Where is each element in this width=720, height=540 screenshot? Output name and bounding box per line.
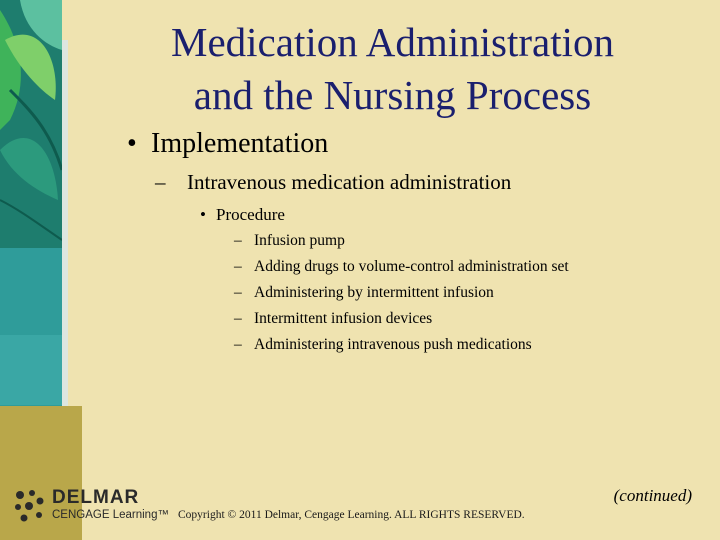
list-item-text: Administering intravenous push medications [254,336,532,353]
list-item [234,232,569,258]
bullet-text: Implementation [151,128,329,159]
bullet-mark: • [127,128,137,159]
list-item [234,258,569,284]
list-item-text: Adding drugs to volume-control administration set [254,258,569,275]
dash-mark: – [234,284,242,301]
bullet-procedure [200,205,285,225]
dash-mark: – [234,336,242,353]
procedure-list [234,232,569,362]
bullet-text: Intravenous medication administration [187,170,512,194]
bullet-mark: • [200,205,206,224]
delmar-cengage-logo [12,487,182,527]
logo-dots-icon [12,489,46,523]
copyright-notice: Copyright © 2011 Delmar, Cengage Learning. ALL RIGHTS RESERVED. [178,509,525,521]
side-band-graphic [0,0,88,540]
dash-mark: – [234,258,242,275]
list-item [234,310,569,336]
bullet-implementation [127,128,328,160]
list-item-text: Infusion pump [254,232,345,249]
decorative-side-band [0,0,88,540]
slide-title-line-1: Medication Administration [171,19,614,65]
bullet-intravenous [155,170,511,195]
logo-wordmark-delmar: DELMAR [52,487,140,508]
list-item [234,336,569,362]
slide-title [110,16,675,122]
list-item-text: Administering by intermittent infusion [254,284,494,301]
dash-mark: – [234,232,242,249]
slide-title-line-2: and the Nursing Process [193,72,592,118]
bullet-text: Procedure [216,205,285,224]
logo-wordmark-cengage: CENGAGE Learning™ [52,509,169,521]
list-item-text: Intermittent infusion devices [254,310,433,327]
dash-mark: – [234,310,242,327]
dash-mark: – [155,170,166,194]
list-item [234,284,569,310]
continued-label: (continued) [613,486,692,505]
